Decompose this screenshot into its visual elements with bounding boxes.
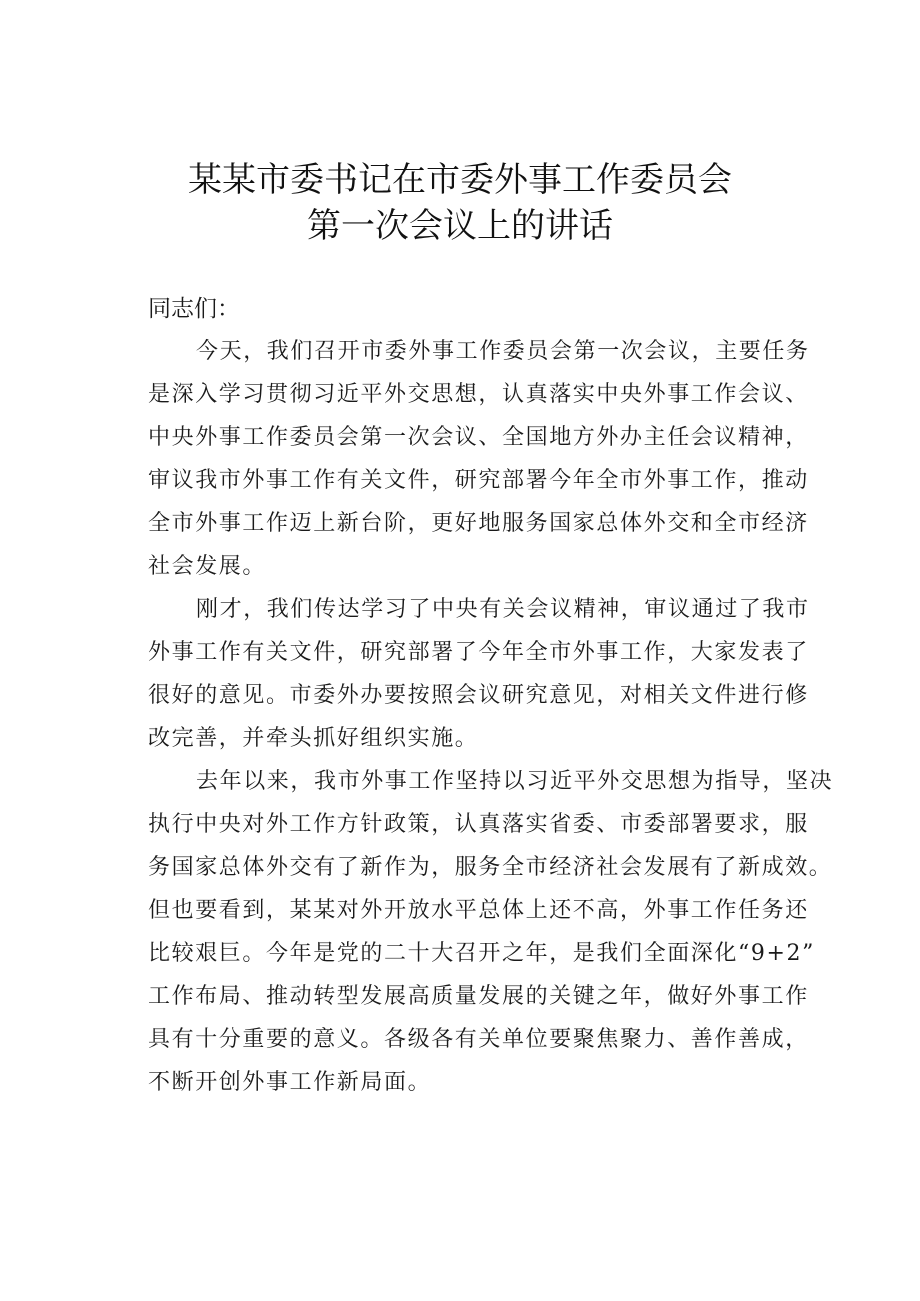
salutation: 同志们： <box>148 296 240 322</box>
paragraph-line: 今天，我们召开市委外事工作委员会第一次会议，主要任务 <box>196 339 810 364</box>
paragraph-line: 去年以来，我市外事工作坚持以习近平外交思想为指导，坚决 <box>196 769 834 794</box>
title-line-2: 第一次会议上的讲话 <box>307 206 613 246</box>
paragraph-line: 务国家总体外交有了新作为，服务全市经济社会发展有了新成效。 <box>148 855 833 880</box>
paragraph-line: 外事工作有关文件，研究部署了今年全市外事工作，大家发表了 <box>148 640 809 665</box>
paragraph-line: 改完善，并牵头抓好组织实施。 <box>148 726 479 751</box>
paragraph-line: 是深入学习贯彻习近平外交思想，认真落实中央外事工作会议、 <box>148 382 809 407</box>
paragraph-line: 工作布局、推动转型发展高质量发展的关键之年，做好外事工作 <box>148 984 809 1009</box>
paragraph-line: 但也要看到，某某对外开放水平总体上还不高，外事工作任务还 <box>148 898 809 923</box>
title-line-1: 某某市委书记在市委外事工作委员会 <box>188 160 732 200</box>
paragraph-3 <box>148 760 834 1104</box>
paragraph-line: 中央外事工作委员会第一次会议、全国地方外办主任会议精神， <box>148 425 809 450</box>
paragraph-line: 社会发展。 <box>148 554 267 579</box>
paragraph-line: 全市外事工作迈上新台阶，更好地服务国家总体外交和全市经济 <box>148 511 809 536</box>
paragraph-line: 很好的意见。市委外办要按照会议研究意见，对相关文件进行修 <box>148 683 809 708</box>
paragraph-line: 执行中央对外工作方针政策，认真落实省委、市委部署要求，服 <box>148 812 809 837</box>
paragraph-line: 刚才，我们传达学习了中央有关会议精神，审议通过了我市 <box>196 597 810 622</box>
paragraph-line: 不断开创外事工作新局面。 <box>148 1070 432 1095</box>
paragraph-1 <box>148 330 808 588</box>
paragraph-2 <box>148 588 808 760</box>
paragraph-line: 比较艰巨。今年是党的二十大召开之年，是我们全面深化“9+2” <box>148 941 815 966</box>
paragraph-line: 具有十分重要的意义。各级各有关单位要聚焦聚力、善作善成， <box>148 1027 809 1052</box>
paragraph-line: 审议我市外事工作有关文件，研究部署今年全市外事工作，推动 <box>148 468 809 493</box>
